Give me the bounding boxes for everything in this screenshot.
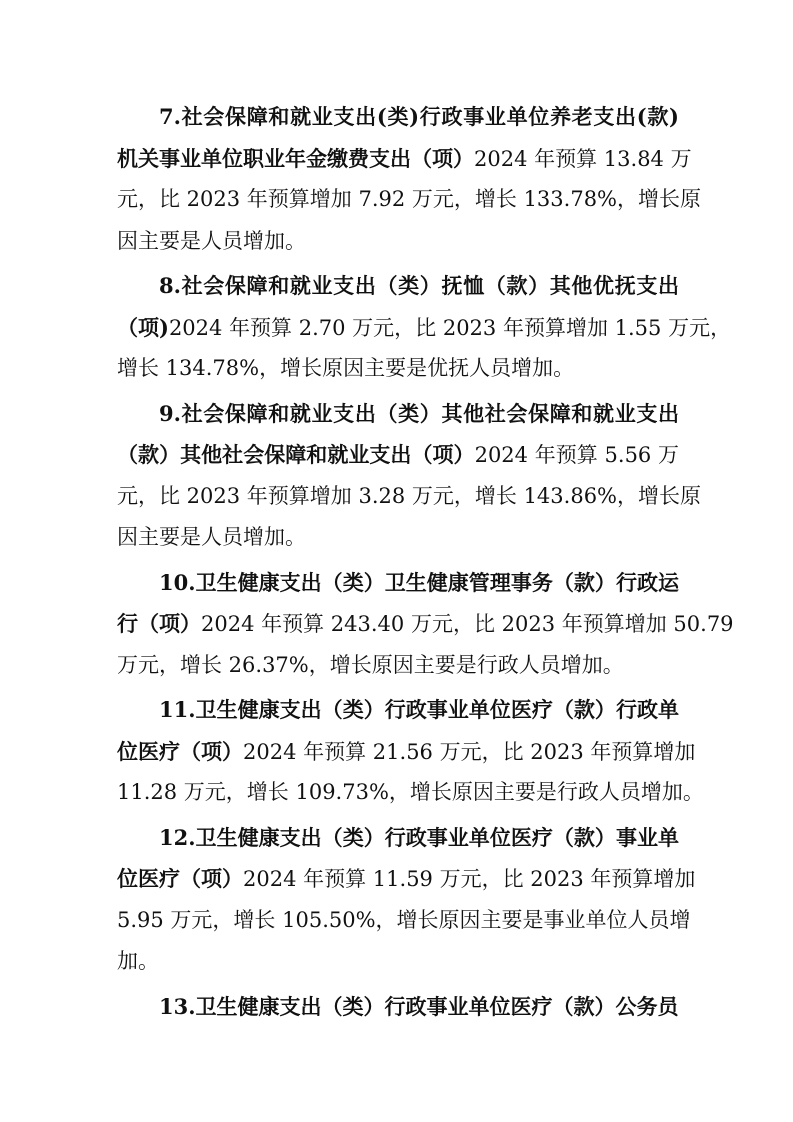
- text-line: [117, 562, 679, 604]
- bold-heading-text: 13.卫生健康支出（类）行政事业单位医疗（款）公务员: [159, 993, 679, 1019]
- text-line: [117, 817, 679, 859]
- body-text: 因主要是人员增加。: [117, 525, 306, 549]
- text-line: [117, 731, 696, 773]
- body-text: 2024 年预算 243.40 万元，比 2023 年预算增加 50.79: [201, 612, 734, 636]
- body-text: 2024 年预算 21.56 万元，比 2023 年预算增加: [243, 739, 696, 764]
- text-line: [117, 434, 679, 476]
- text-line: [117, 645, 679, 687]
- bold-heading-text: 机关事业单位职业年金缴费支出（项）: [117, 145, 474, 171]
- text-line: [117, 858, 696, 900]
- text-line: [117, 348, 679, 390]
- paragraph: [117, 689, 704, 814]
- bold-heading-text: 12.卫生健康支出（类）行政事业单位医疗（款）事业单: [159, 824, 679, 850]
- paragraph: [117, 817, 696, 983]
- body-text: 2024 年预算 2.70 万元，比 2023 年预算增加 1.55 万元，: [168, 315, 732, 340]
- paragraph: [117, 96, 702, 262]
- document-body: [117, 96, 734, 1030]
- body-text: 11.28 万元，增长 109.73%，增长原因主要是行政人员增加。: [117, 780, 704, 804]
- bold-heading-text: （款）其他社会保障和就业支出（项）: [117, 442, 475, 467]
- body-text: 2024 年预算 5.56 万: [474, 443, 680, 467]
- body-text: 因主要是人员增加。: [117, 228, 306, 253]
- text-line: [117, 221, 679, 263]
- text-line: [117, 96, 679, 138]
- body-text: 万元，增长 26.37%，增长原因主要是行政人员增加。: [117, 652, 624, 677]
- text-line: [117, 476, 702, 518]
- body-text: 元，比 2023 年预算增加 7.92 万元，增长 133.78%，增长原: [117, 187, 702, 211]
- bold-heading-text: 位医疗（项）: [117, 738, 243, 764]
- text-line: [117, 603, 734, 645]
- text-line: [117, 393, 679, 435]
- text-line: [117, 265, 679, 307]
- text-line: [117, 986, 679, 1028]
- bold-heading-text: 8.社会保障和就业支出（类）抚恤（款）其他优抚支出: [159, 273, 679, 298]
- bold-heading-text: 位医疗（项）: [117, 866, 243, 891]
- bold-heading-text: 行（项）: [117, 611, 201, 636]
- bold-heading-text: （项): [117, 314, 169, 340]
- bold-heading-text: 9.社会保障和就业支出（类）其他社会保障和就业支出: [159, 400, 679, 426]
- bold-heading-text: 11.卫生健康支出（类）行政事业单位医疗（款）行政单: [159, 697, 679, 722]
- text-line: [117, 689, 679, 731]
- paragraph: [117, 986, 679, 1028]
- bold-heading-text: 10.卫生健康支出（类）卫生健康管理事务（款）行政运: [159, 569, 679, 595]
- text-line: [117, 772, 704, 814]
- body-text: 增长 134.78%，增长原因主要是优抚人员增加。: [117, 356, 575, 380]
- text-line: [117, 179, 702, 221]
- text-line: [117, 517, 679, 559]
- text-line: [117, 900, 691, 942]
- body-text: 元，比 2023 年预算增加 3.28 万元，增长 143.86%，增长原: [117, 483, 702, 508]
- text-line: [117, 138, 692, 180]
- body-text: 加。: [117, 949, 159, 973]
- text-line: [117, 941, 679, 983]
- body-text: 2024 年预算 11.59 万元，比 2023 年预算增加: [243, 867, 696, 891]
- paragraph: [117, 265, 732, 390]
- text-line: [117, 307, 732, 349]
- body-text: 5.95 万元，增长 105.50%，增长原因主要是事业单位人员增: [117, 907, 691, 932]
- paragraph: [117, 393, 702, 559]
- paragraph: [117, 562, 734, 687]
- body-text: 2024 年预算 13.84 万: [474, 146, 692, 171]
- bold-heading-text: 7.社会保障和就业支出(类)行政事业单位养老支出(款): [159, 104, 679, 129]
